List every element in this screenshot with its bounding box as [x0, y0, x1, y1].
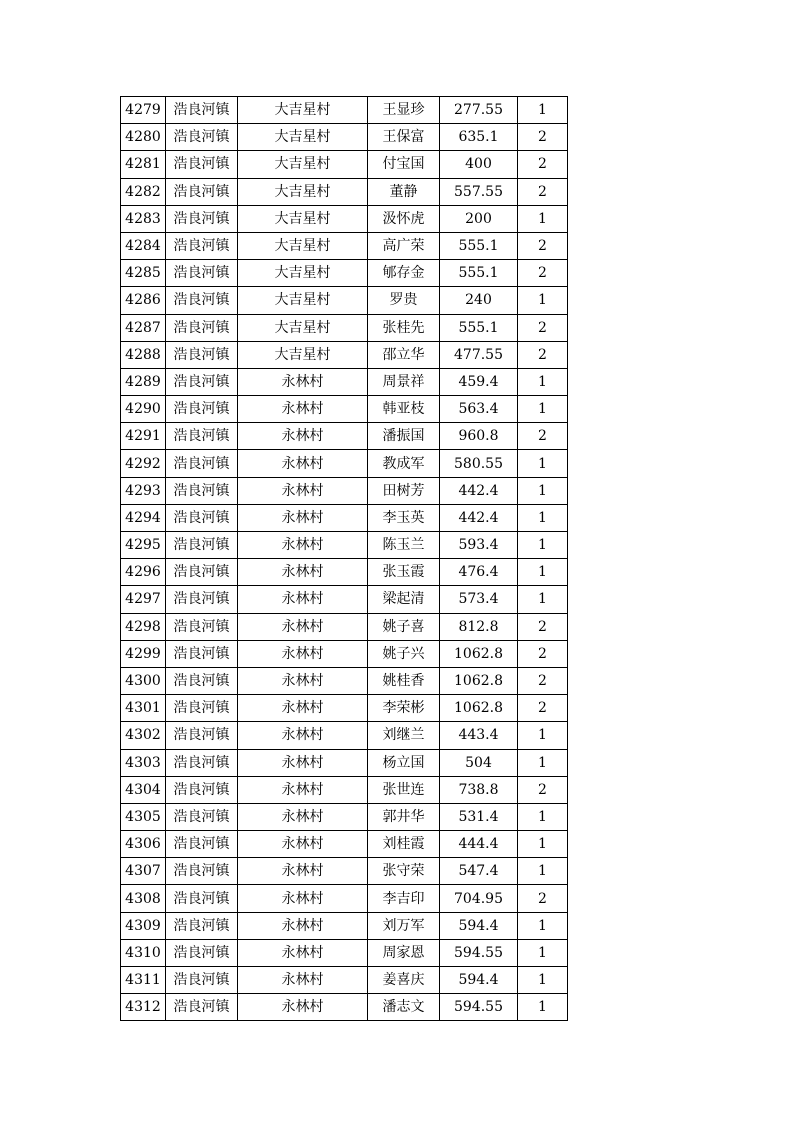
amount-cell: 555.1: [440, 232, 518, 259]
town-cell: 浩良河镇: [166, 178, 238, 205]
village-cell: 永林村: [238, 450, 368, 477]
amount-cell: 547.4: [440, 858, 518, 885]
name-cell: 潘志文: [368, 994, 440, 1021]
table-row: [121, 178, 568, 205]
name-cell: 王保富: [368, 124, 440, 151]
name-cell: 邵立华: [368, 341, 440, 368]
row-number-cell: 4282: [121, 178, 166, 205]
table-row: [121, 450, 568, 477]
row-number-cell: 4285: [121, 260, 166, 287]
row-number-cell: 4301: [121, 695, 166, 722]
name-cell: 付宝国: [368, 151, 440, 178]
amount-cell: 400: [440, 151, 518, 178]
amount-cell: 635.1: [440, 124, 518, 151]
row-number-cell: 4288: [121, 341, 166, 368]
village-cell: 大吉星村: [238, 124, 368, 151]
table-row: [121, 477, 568, 504]
table-row: [121, 667, 568, 694]
count-cell: 1: [518, 97, 568, 124]
village-cell: 永林村: [238, 912, 368, 939]
name-cell: 张守荣: [368, 858, 440, 885]
name-cell: 董静: [368, 178, 440, 205]
count-cell: 2: [518, 178, 568, 205]
amount-cell: 704.95: [440, 885, 518, 912]
count-cell: 2: [518, 613, 568, 640]
row-number-cell: 4287: [121, 314, 166, 341]
row-number-cell: 4307: [121, 858, 166, 885]
town-cell: 浩良河镇: [166, 124, 238, 151]
amount-cell: 477.55: [440, 341, 518, 368]
table-row: [121, 260, 568, 287]
name-cell: 姜喜庆: [368, 967, 440, 994]
name-cell: 罗贵: [368, 287, 440, 314]
row-number-cell: 4297: [121, 586, 166, 613]
town-cell: 浩良河镇: [166, 287, 238, 314]
amount-cell: 442.4: [440, 477, 518, 504]
row-number-cell: 4298: [121, 613, 166, 640]
table-row: [121, 776, 568, 803]
table-row: [121, 967, 568, 994]
amount-cell: 594.55: [440, 994, 518, 1021]
village-cell: 大吉星村: [238, 232, 368, 259]
count-cell: 2: [518, 232, 568, 259]
table-row: [121, 803, 568, 830]
town-cell: 浩良河镇: [166, 749, 238, 776]
row-number-cell: 4296: [121, 559, 166, 586]
village-cell: 永林村: [238, 967, 368, 994]
name-cell: 汲怀虎: [368, 205, 440, 232]
count-cell: 1: [518, 477, 568, 504]
count-cell: 1: [518, 368, 568, 395]
count-cell: 2: [518, 885, 568, 912]
table-row: [121, 912, 568, 939]
table-row: [121, 722, 568, 749]
amount-cell: 531.4: [440, 803, 518, 830]
table-row: [121, 504, 568, 531]
town-cell: 浩良河镇: [166, 695, 238, 722]
town-cell: 浩良河镇: [166, 667, 238, 694]
row-number-cell: 4292: [121, 450, 166, 477]
village-cell: 永林村: [238, 749, 368, 776]
amount-cell: 812.8: [440, 613, 518, 640]
amount-cell: 476.4: [440, 559, 518, 586]
row-number-cell: 4310: [121, 939, 166, 966]
table-row: [121, 858, 568, 885]
town-cell: 浩良河镇: [166, 776, 238, 803]
table-row: [121, 939, 568, 966]
name-cell: 梁起清: [368, 586, 440, 613]
village-cell: 永林村: [238, 695, 368, 722]
village-cell: 永林村: [238, 504, 368, 531]
amount-cell: 442.4: [440, 504, 518, 531]
town-cell: 浩良河镇: [166, 912, 238, 939]
town-cell: 浩良河镇: [166, 396, 238, 423]
name-cell: 刘万军: [368, 912, 440, 939]
town-cell: 浩良河镇: [166, 450, 238, 477]
count-cell: 1: [518, 450, 568, 477]
name-cell: 姚子喜: [368, 613, 440, 640]
amount-cell: 200: [440, 205, 518, 232]
town-cell: 浩良河镇: [166, 314, 238, 341]
count-cell: 2: [518, 260, 568, 287]
village-cell: 永林村: [238, 640, 368, 667]
amount-cell: 240: [440, 287, 518, 314]
amount-cell: 555.1: [440, 314, 518, 341]
name-cell: 杨立国: [368, 749, 440, 776]
table-row: [121, 885, 568, 912]
table-row: [121, 287, 568, 314]
village-cell: 大吉星村: [238, 205, 368, 232]
town-cell: 浩良河镇: [166, 722, 238, 749]
row-number-cell: 4283: [121, 205, 166, 232]
count-cell: 2: [518, 667, 568, 694]
village-cell: 大吉星村: [238, 314, 368, 341]
amount-cell: 563.4: [440, 396, 518, 423]
row-number-cell: 4291: [121, 423, 166, 450]
count-cell: 2: [518, 776, 568, 803]
town-cell: 浩良河镇: [166, 831, 238, 858]
village-cell: 永林村: [238, 368, 368, 395]
row-number-cell: 4303: [121, 749, 166, 776]
town-cell: 浩良河镇: [166, 559, 238, 586]
village-cell: 永林村: [238, 423, 368, 450]
count-cell: 2: [518, 151, 568, 178]
count-cell: 1: [518, 831, 568, 858]
name-cell: 田树芳: [368, 477, 440, 504]
table-row: [121, 695, 568, 722]
row-number-cell: 4281: [121, 151, 166, 178]
amount-cell: 573.4: [440, 586, 518, 613]
town-cell: 浩良河镇: [166, 994, 238, 1021]
table-row: [121, 205, 568, 232]
town-cell: 浩良河镇: [166, 341, 238, 368]
town-cell: 浩良河镇: [166, 967, 238, 994]
name-cell: 高广荣: [368, 232, 440, 259]
table-row: [121, 314, 568, 341]
count-cell: 1: [518, 396, 568, 423]
town-cell: 浩良河镇: [166, 532, 238, 559]
name-cell: 潘振国: [368, 423, 440, 450]
town-cell: 浩良河镇: [166, 613, 238, 640]
village-cell: 永林村: [238, 667, 368, 694]
name-cell: 李吉印: [368, 885, 440, 912]
count-cell: 1: [518, 586, 568, 613]
count-cell: 1: [518, 504, 568, 531]
count-cell: 1: [518, 858, 568, 885]
row-number-cell: 4311: [121, 967, 166, 994]
table-row: [121, 994, 568, 1021]
village-cell: 永林村: [238, 613, 368, 640]
town-cell: 浩良河镇: [166, 586, 238, 613]
name-cell: 张桂先: [368, 314, 440, 341]
table-row: [121, 613, 568, 640]
village-cell: 永林村: [238, 885, 368, 912]
town-cell: 浩良河镇: [166, 640, 238, 667]
village-cell: 永林村: [238, 776, 368, 803]
count-cell: 1: [518, 749, 568, 776]
count-cell: 1: [518, 994, 568, 1021]
village-cell: 永林村: [238, 831, 368, 858]
row-number-cell: 4294: [121, 504, 166, 531]
name-cell: 刘继兰: [368, 722, 440, 749]
table-row: [121, 232, 568, 259]
name-cell: 郭井华: [368, 803, 440, 830]
amount-cell: 960.8: [440, 423, 518, 450]
name-cell: 姚子兴: [368, 640, 440, 667]
village-cell: 大吉星村: [238, 287, 368, 314]
count-cell: 2: [518, 124, 568, 151]
amount-cell: 443.4: [440, 722, 518, 749]
name-cell: 陈玉兰: [368, 532, 440, 559]
count-cell: 1: [518, 205, 568, 232]
row-number-cell: 4309: [121, 912, 166, 939]
village-cell: 大吉星村: [238, 97, 368, 124]
town-cell: 浩良河镇: [166, 368, 238, 395]
name-cell: 周家恩: [368, 939, 440, 966]
table-row: [121, 368, 568, 395]
amount-cell: 277.55: [440, 97, 518, 124]
count-cell: 1: [518, 939, 568, 966]
name-cell: 刘桂霞: [368, 831, 440, 858]
records-table: [120, 96, 568, 1021]
town-cell: 浩良河镇: [166, 803, 238, 830]
row-number-cell: 4289: [121, 368, 166, 395]
count-cell: 2: [518, 341, 568, 368]
name-cell: 张世连: [368, 776, 440, 803]
amount-cell: 594.55: [440, 939, 518, 966]
town-cell: 浩良河镇: [166, 858, 238, 885]
name-cell: 周景祥: [368, 368, 440, 395]
town-cell: 浩良河镇: [166, 260, 238, 287]
table-row: [121, 586, 568, 613]
amount-cell: 504: [440, 749, 518, 776]
table-row: [121, 124, 568, 151]
name-cell: 张玉霞: [368, 559, 440, 586]
village-cell: 永林村: [238, 532, 368, 559]
row-number-cell: 4290: [121, 396, 166, 423]
row-number-cell: 4284: [121, 232, 166, 259]
count-cell: 2: [518, 423, 568, 450]
village-cell: 永林村: [238, 858, 368, 885]
count-cell: 2: [518, 314, 568, 341]
count-cell: 1: [518, 722, 568, 749]
amount-cell: 557.55: [440, 178, 518, 205]
table-row: [121, 640, 568, 667]
amount-cell: 594.4: [440, 967, 518, 994]
town-cell: 浩良河镇: [166, 423, 238, 450]
row-number-cell: 4308: [121, 885, 166, 912]
town-cell: 浩良河镇: [166, 885, 238, 912]
row-number-cell: 4312: [121, 994, 166, 1021]
row-number-cell: 4306: [121, 831, 166, 858]
town-cell: 浩良河镇: [166, 232, 238, 259]
row-number-cell: 4304: [121, 776, 166, 803]
town-cell: 浩良河镇: [166, 477, 238, 504]
count-cell: 1: [518, 967, 568, 994]
name-cell: 李荣彬: [368, 695, 440, 722]
village-cell: 永林村: [238, 477, 368, 504]
row-number-cell: 4302: [121, 722, 166, 749]
amount-cell: 555.1: [440, 260, 518, 287]
amount-cell: 738.8: [440, 776, 518, 803]
count-cell: 2: [518, 695, 568, 722]
village-cell: 永林村: [238, 586, 368, 613]
table-row: [121, 151, 568, 178]
amount-cell: 594.4: [440, 912, 518, 939]
village-cell: 永林村: [238, 994, 368, 1021]
village-cell: 大吉星村: [238, 151, 368, 178]
town-cell: 浩良河镇: [166, 205, 238, 232]
village-cell: 永林村: [238, 939, 368, 966]
table-row: [121, 559, 568, 586]
village-cell: 大吉星村: [238, 178, 368, 205]
name-cell: 王显珍: [368, 97, 440, 124]
count-cell: 1: [518, 559, 568, 586]
town-cell: 浩良河镇: [166, 151, 238, 178]
amount-cell: 1062.8: [440, 667, 518, 694]
count-cell: 1: [518, 912, 568, 939]
row-number-cell: 4280: [121, 124, 166, 151]
records-table-body: [121, 97, 568, 1021]
row-number-cell: 4295: [121, 532, 166, 559]
table-row: [121, 423, 568, 450]
village-cell: 大吉星村: [238, 260, 368, 287]
village-cell: 大吉星村: [238, 341, 368, 368]
row-number-cell: 4300: [121, 667, 166, 694]
amount-cell: 444.4: [440, 831, 518, 858]
count-cell: 2: [518, 640, 568, 667]
village-cell: 永林村: [238, 803, 368, 830]
amount-cell: 593.4: [440, 532, 518, 559]
row-number-cell: 4299: [121, 640, 166, 667]
count-cell: 1: [518, 803, 568, 830]
amount-cell: 1062.8: [440, 640, 518, 667]
table-row: [121, 97, 568, 124]
row-number-cell: 4293: [121, 477, 166, 504]
name-cell: 郇存金: [368, 260, 440, 287]
town-cell: 浩良河镇: [166, 97, 238, 124]
town-cell: 浩良河镇: [166, 939, 238, 966]
village-cell: 永林村: [238, 396, 368, 423]
name-cell: 韩亚枝: [368, 396, 440, 423]
table-row: [121, 532, 568, 559]
town-cell: 浩良河镇: [166, 504, 238, 531]
village-cell: 永林村: [238, 722, 368, 749]
name-cell: 教成军: [368, 450, 440, 477]
village-cell: 永林村: [238, 559, 368, 586]
row-number-cell: 4279: [121, 97, 166, 124]
name-cell: 姚桂香: [368, 667, 440, 694]
table-row: [121, 831, 568, 858]
row-number-cell: 4305: [121, 803, 166, 830]
amount-cell: 1062.8: [440, 695, 518, 722]
count-cell: 1: [518, 532, 568, 559]
count-cell: 1: [518, 287, 568, 314]
amount-cell: 459.4: [440, 368, 518, 395]
name-cell: 李玉英: [368, 504, 440, 531]
table-row: [121, 749, 568, 776]
table-row: [121, 396, 568, 423]
row-number-cell: 4286: [121, 287, 166, 314]
amount-cell: 580.55: [440, 450, 518, 477]
table-row: [121, 341, 568, 368]
